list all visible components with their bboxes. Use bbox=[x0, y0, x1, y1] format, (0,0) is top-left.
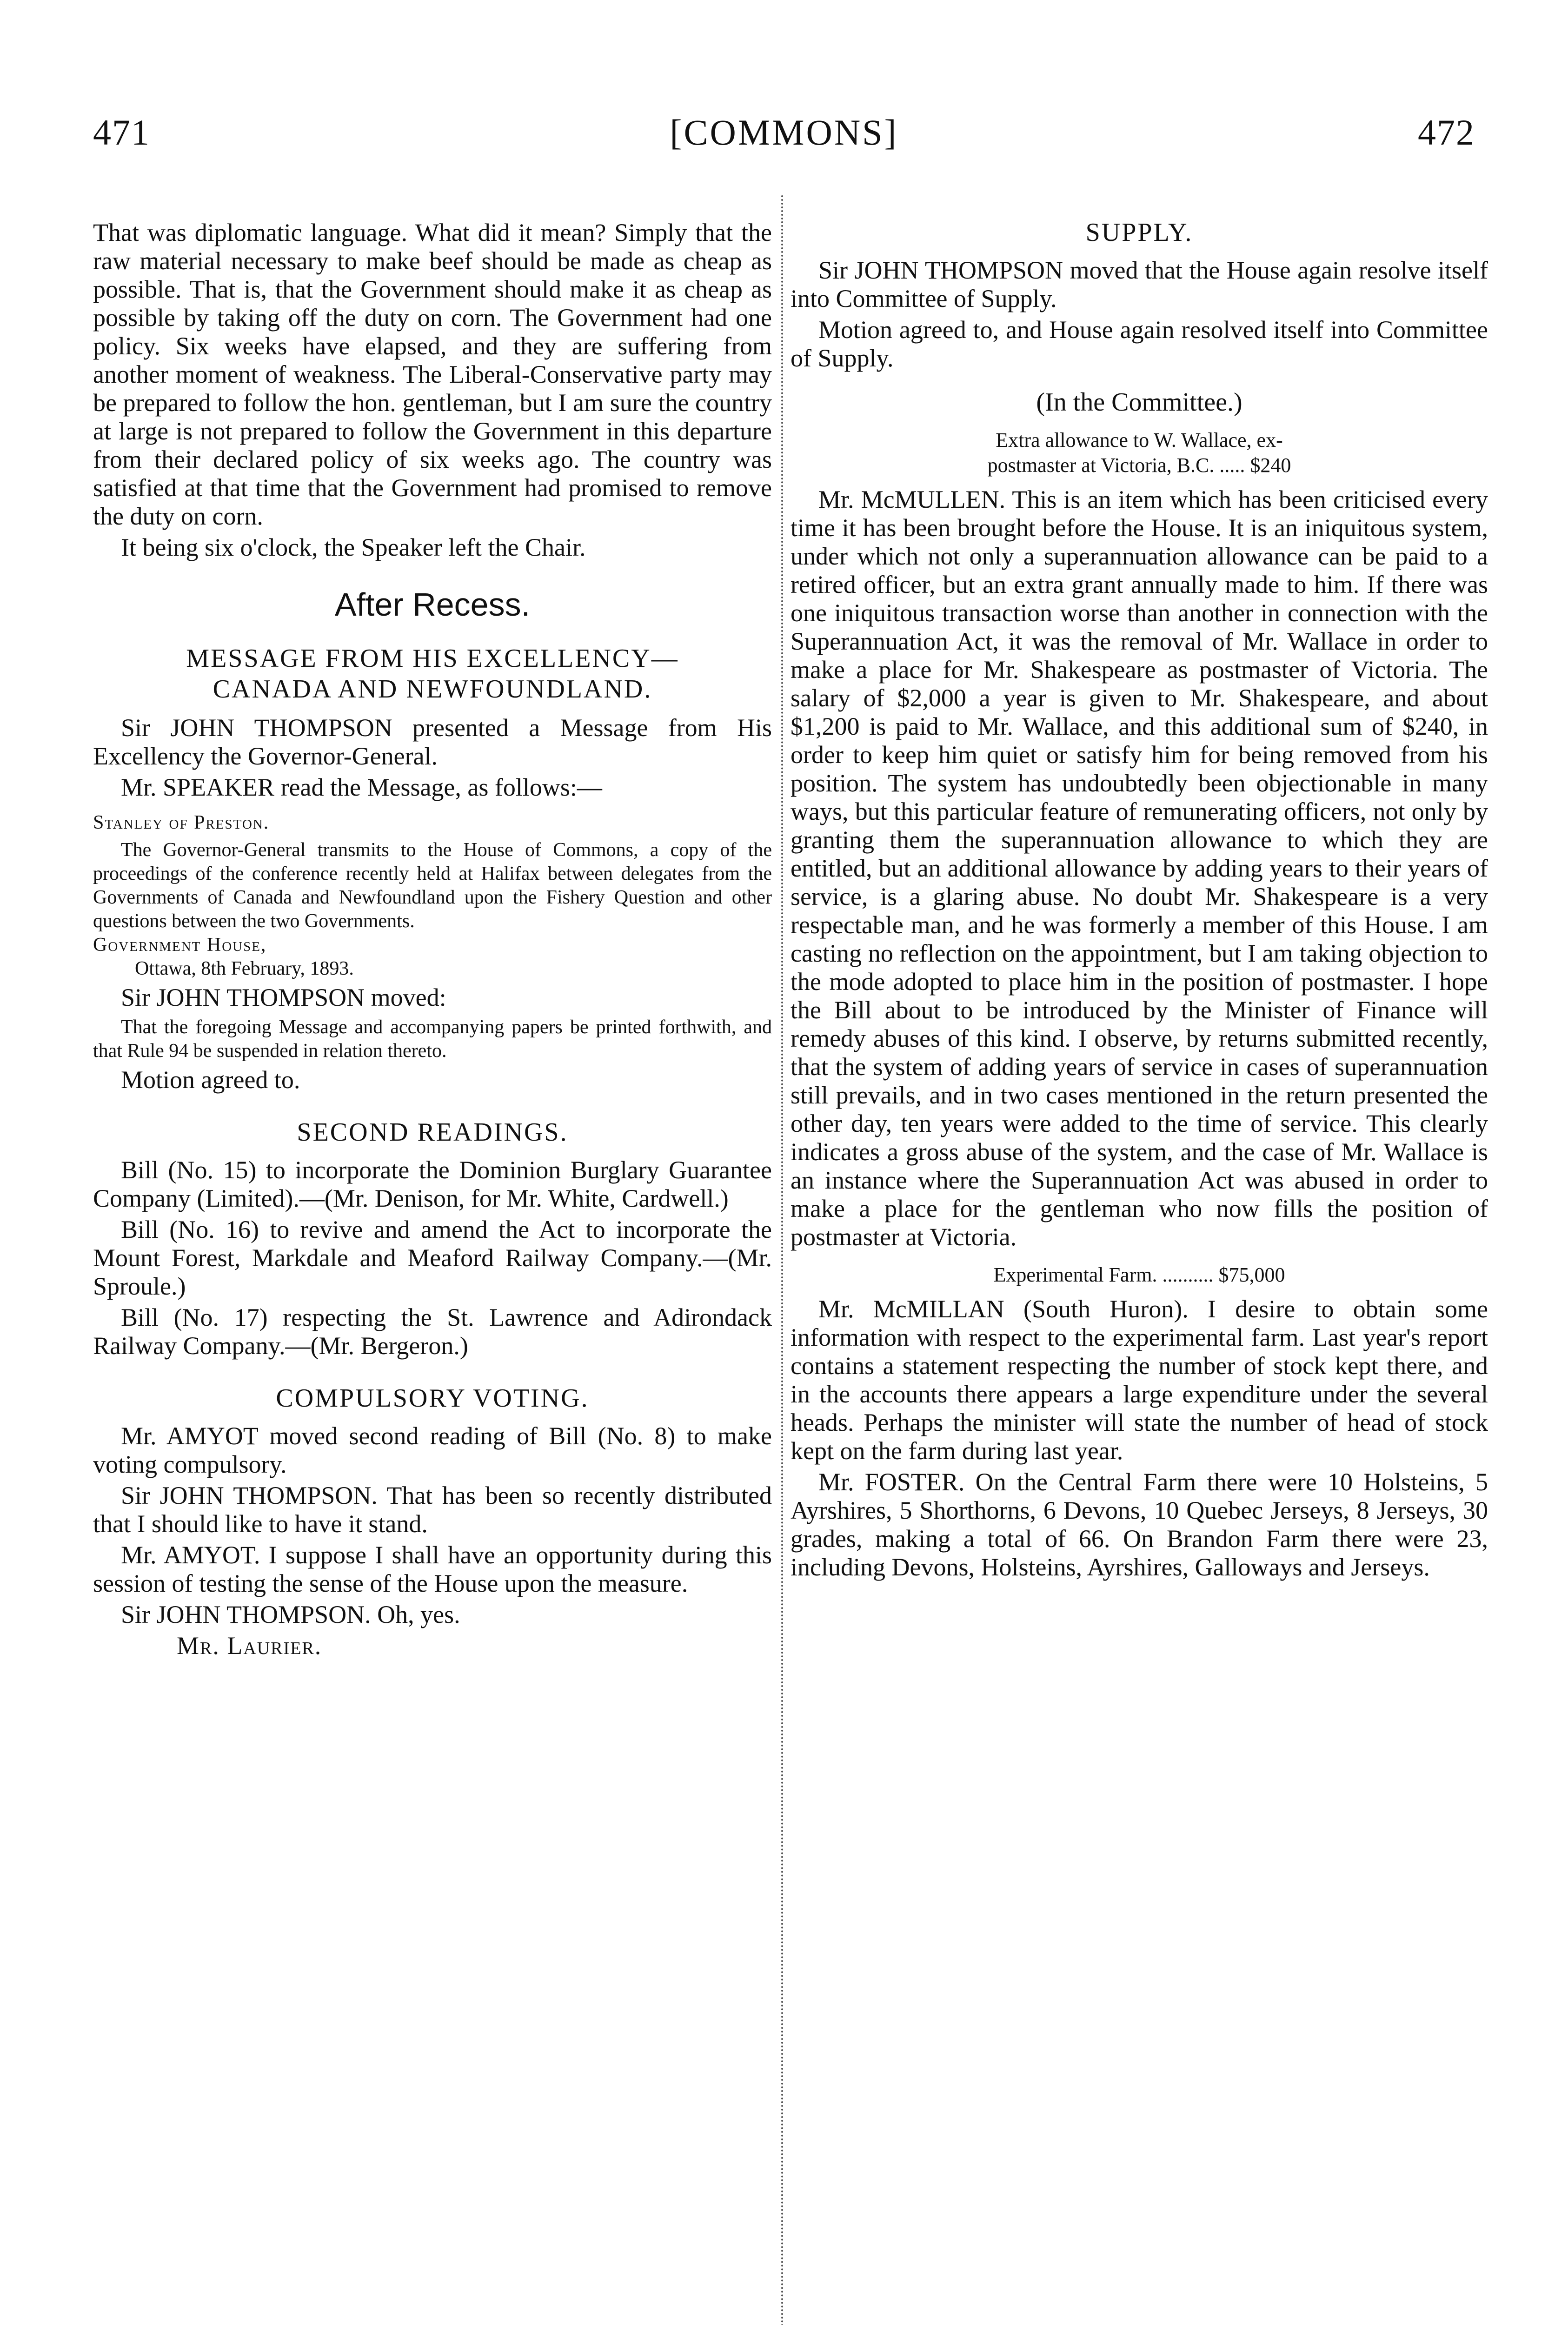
page-header bbox=[93, 112, 1475, 163]
paragraph: Sir JOHN THOMPSON. Oh, yes. bbox=[121, 1601, 460, 1628]
paragraph: Mr. SPEAKER read the Message, as follows:— bbox=[121, 773, 602, 801]
left-column bbox=[93, 219, 772, 1660]
paragraph: Motion agreed to, and House again resolved itself into Committee of Supply. bbox=[791, 316, 1488, 372]
paragraph: Mr. AMYOT moved second reading of Bill (No. 8) to make voting compulsory. bbox=[93, 1422, 772, 1478]
motion-text: That the foregoing Message and accompanying papers be printed forthwith, and that Rule 94 be suspended in relation thereto. bbox=[93, 1016, 772, 1062]
section-heading: After Recess. bbox=[334, 586, 531, 623]
page-title: [COMMONS] bbox=[670, 112, 898, 153]
estimate-line: Extra allowance to W. Wallace, ex- bbox=[996, 429, 1283, 452]
paragraph: Sir JOHN THOMPSON moved: bbox=[121, 983, 446, 1011]
message-date: Ottawa, 8th February, 1893. bbox=[135, 958, 354, 979]
page-number-left: 471 bbox=[93, 112, 150, 153]
committee-label: (In the Committee.) bbox=[1036, 388, 1242, 417]
paragraph: Sir JOHN THOMPSON presented a Message from His Excellency the Governor-General. bbox=[93, 714, 772, 770]
paragraph: Mr. McMULLEN. This is an item which has been criticised every time it has been brought before the House. It is an iniquitous system, under which not only a superannuation allowance can be paid to a retired officer, but an extra grant annually made to him. If there was one iniquitous transaction worse than another in connection with the Superannuation Act, it was the removal of Mr. Wallace in order to make a place for Mr. Shakespeare as postmaster of Victoria. The salary of $2,000 a year is given to Mr. Shakespeare, and about $1,200 is paid to Mr. Wallace, and this additional sum of $240, in order to keep him quiet or satisfy him for being removed from his position. The system has undoubtedly been objectionable in many ways, but this particular feature of remunerating officers, not only by granting them the superannuation allowance to which they are entitled, but an additional allowance by adding years to their years of service, is a glaring abuse. No doubt Mr. Shakespeare is a very respectable man, and he was formerly a member of this House. I am casting no reflection on the appointment, but I am taking objection to the mode adopted to place him in the position of postmaster. I hope the Bill about to be introduced by the Minister of Finance will remedy abuses of this kind. I observe, by returns submitted recently, that the system of adding years of service in cases of superannuation still prevails, and in two cases mentioned in the return presented the other day, ten years were added to the time of service. This clearly indicates a gross abuse of the system, and the case of Mr. Wallace is an instance where the Superannuation Act was abused in order to make a place for the gentleman who now fills the position of postmaster at Victoria. bbox=[791, 485, 1488, 1251]
paragraph: Mr. Laurier. bbox=[177, 1632, 322, 1660]
right-column bbox=[791, 219, 1488, 1581]
section-heading: COMPULSORY VOTING. bbox=[276, 1384, 589, 1413]
estimate-item bbox=[791, 1262, 1488, 1288]
estimate-line: Experimental Farm. .......... $75,000 bbox=[993, 1263, 1285, 1286]
paragraph: Mr. AMYOT. I suppose I shall have an opportunity during this session of testing the sense of the House upon the measure. bbox=[93, 1541, 772, 1597]
paragraph: It being six o'clock, the Speaker left the Chair. bbox=[121, 533, 586, 561]
bill-entry: Bill (No. 17) respecting the St. Lawrence and Adirondack Railway Company.—(Mr. Bergeron.) bbox=[93, 1303, 772, 1360]
message-signature: Stanley of Preston. bbox=[93, 812, 270, 833]
paragraph: Mr. FOSTER. On the Central Farm there were 10 Holsteins, 5 Ayrshires, 5 Shorthorns, 6 Devons, 10 Quebec Jerseys, 8 Jerseys, 30 grades, making a total of 66. On Brandon Farm there were 23, including Devons, Holsteins, Ayrshires, Galloways and Jerseys. bbox=[791, 1468, 1488, 1581]
page-number-right: 472 bbox=[1418, 112, 1475, 153]
message-body: The Governor-General transmits to the House of Commons, a copy of the proceedings of the conference recently held at Halifax between delegates from the Governments of Canada and Newfoundland upon the Fishery Question and other questions between the two Governments. bbox=[93, 839, 772, 932]
heading-line: CANADA AND NEWFOUNDLAND. bbox=[213, 675, 652, 704]
section-heading: SECOND READINGS. bbox=[297, 1118, 568, 1147]
section-heading: SUPPLY. bbox=[1085, 218, 1193, 247]
paragraph: That was diplomatic language. What did it mean? Simply that the raw material necessary to make beef should be made as cheap as possible. That is, that the Government should make it as cheap as possible by taking off the duty on corn. The Government had one policy. Six weeks have elapsed, and they are suffering from another moment of weakness. The Liberal-Conservative party may be prepared to follow the hon. gentleman, but I am sure the country at large is not prepared to follow the Government in this departure from their declared policy of six weeks ago. The country was satisfied at that time that the Government had promised to remove the duty on corn. bbox=[93, 219, 772, 530]
bill-entry: Bill (No. 15) to incorporate the Dominion Burglary Guarantee Company (Limited).—(Mr. Denison, for Mr. White, Cardwell.) bbox=[93, 1156, 772, 1212]
heading-line: MESSAGE FROM HIS EXCELLENCY— bbox=[186, 644, 679, 673]
column-divider bbox=[781, 195, 783, 2325]
message-place: Government House, bbox=[93, 934, 267, 956]
paragraph: Motion agreed to. bbox=[121, 1066, 300, 1094]
paragraph: Sir JOHN THOMPSON. That has been so recently distributed that I should like to have it stand. bbox=[93, 1481, 772, 1538]
paragraph: Mr. McMILLAN (South Huron). I desire to obtain some information with respect to the experimental farm. Last year's report contains a statement respecting the number of stock kept there, and in the accounts there appears a large expenditure under the several heads. Perhaps the minister will state the number of head of stock kept on the farm during last year. bbox=[791, 1295, 1488, 1465]
bill-entry: Bill (No. 16) to revive and amend the Act to incorporate the Mount Forest, Markdale and Meaford Railway Company.—(Mr. Sproule.) bbox=[93, 1216, 772, 1300]
estimate-item bbox=[791, 428, 1488, 478]
estimate-line: postmaster at Victoria, B.C. ..... $240 bbox=[987, 454, 1291, 477]
section-heading bbox=[93, 643, 772, 704]
paragraph: Sir JOHN THOMPSON moved that the House again resolve itself into Committee of Supply. bbox=[791, 256, 1488, 312]
